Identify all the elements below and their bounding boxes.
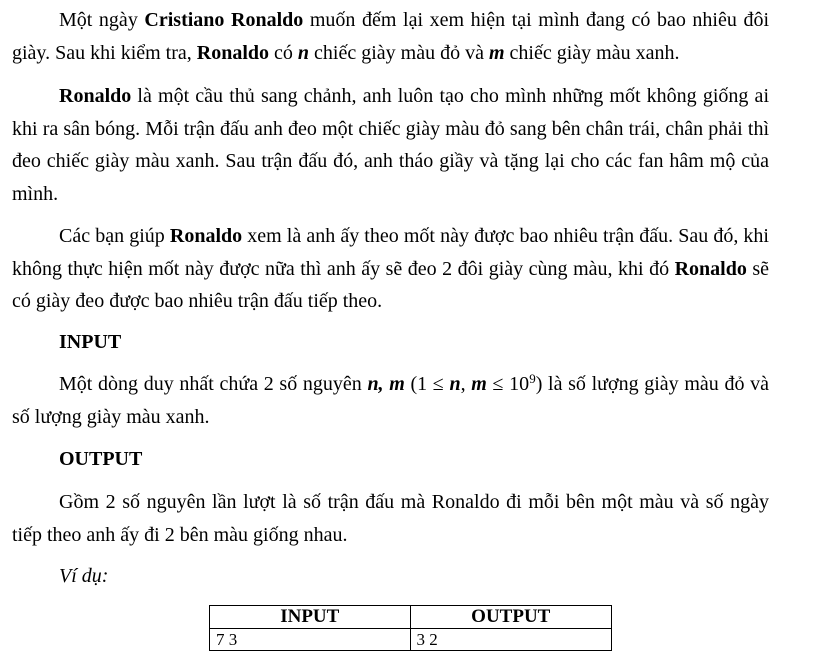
story-paragraph: [12, 80, 769, 210]
variable-n: n: [449, 373, 461, 395]
output-column-header: OUTPUT: [410, 606, 611, 629]
player-name: Cristiano Ronaldo: [144, 9, 304, 31]
text-run: chiếc giày màu đỏ và: [309, 41, 489, 64]
output-description: [12, 486, 769, 551]
text-run: Gồm 2 số nguyên lần lượt là số trận đấu mà Ronaldo đi mỗi bên một màu và số ngày tiếp theo anh ấy đi 2 bên màu giống nhau.: [12, 491, 769, 546]
text-run: Các bạn giúp: [59, 225, 170, 247]
text-run: (1 ≤: [404, 373, 450, 395]
input-column-header: INPUT: [210, 606, 411, 629]
text-run: ≤ 10: [486, 373, 530, 395]
sample-input-cell: 7 3: [210, 629, 411, 651]
text-run: ) là số lượng giày màu đỏ và số lượng giày màu xanh.: [12, 373, 770, 428]
exponent: 9: [529, 371, 536, 386]
player-name: Ronaldo: [169, 225, 243, 247]
text-run: Một dòng duy nhất chứa 2 số nguyên: [59, 373, 368, 395]
variables-n-m: n, m: [367, 373, 405, 395]
example-label: Ví dụ:: [59, 565, 109, 587]
table-row: [210, 629, 612, 651]
text-run: xem là anh ấy theo mốt này được bao nhiêu trận đấu. Sau đó, khi không thực hiện mốt này được nữa thì anh ấy sẽ đeo 2 đôi giày cùng màu, khi đó: [12, 225, 769, 280]
variable-m: m: [471, 373, 487, 395]
player-name: Ronaldo: [674, 257, 747, 280]
variable-m: m: [488, 41, 505, 64]
player-name: Ronaldo: [59, 85, 132, 107]
sample-output-cell: 3 2: [410, 629, 611, 651]
input-heading: INPUT: [59, 331, 122, 353]
text-run: muốn đếm lại xem hiện tại mình đang có bao nhiêu đôi giày. Sau khi kiểm tra,: [12, 9, 770, 64]
task-paragraph: [12, 220, 769, 318]
text-run: có: [269, 41, 298, 64]
text-run: là một cầu thủ sang chảnh, anh luôn tạo cho mình những mốt không giống ai khi ra sân bóng. Mỗi trận đấu anh đeo một chiếc giày màu đỏ sang bên chân trái, chân phải thì đeo chiếc giày màu xanh. Sau trận đấu đó, anh tháo giầy và tặng lại cho các fan hâm mộ của mình.: [12, 85, 769, 205]
table-header-row: [210, 606, 612, 629]
sample-table: [209, 605, 612, 651]
input-description: [12, 368, 769, 433]
text-run: Một ngày: [59, 9, 145, 31]
output-heading: OUTPUT: [59, 448, 143, 470]
text-run: chiếc giày màu xanh.: [504, 41, 680, 64]
intro-paragraph: [12, 4, 769, 69]
player-name: Ronaldo: [196, 41, 270, 64]
text-run: sẽ có giày đeo được bao nhiêu trận đấu tiếp theo.: [12, 257, 769, 312]
text-run: ,: [460, 373, 472, 395]
variable-n: n: [297, 41, 310, 64]
